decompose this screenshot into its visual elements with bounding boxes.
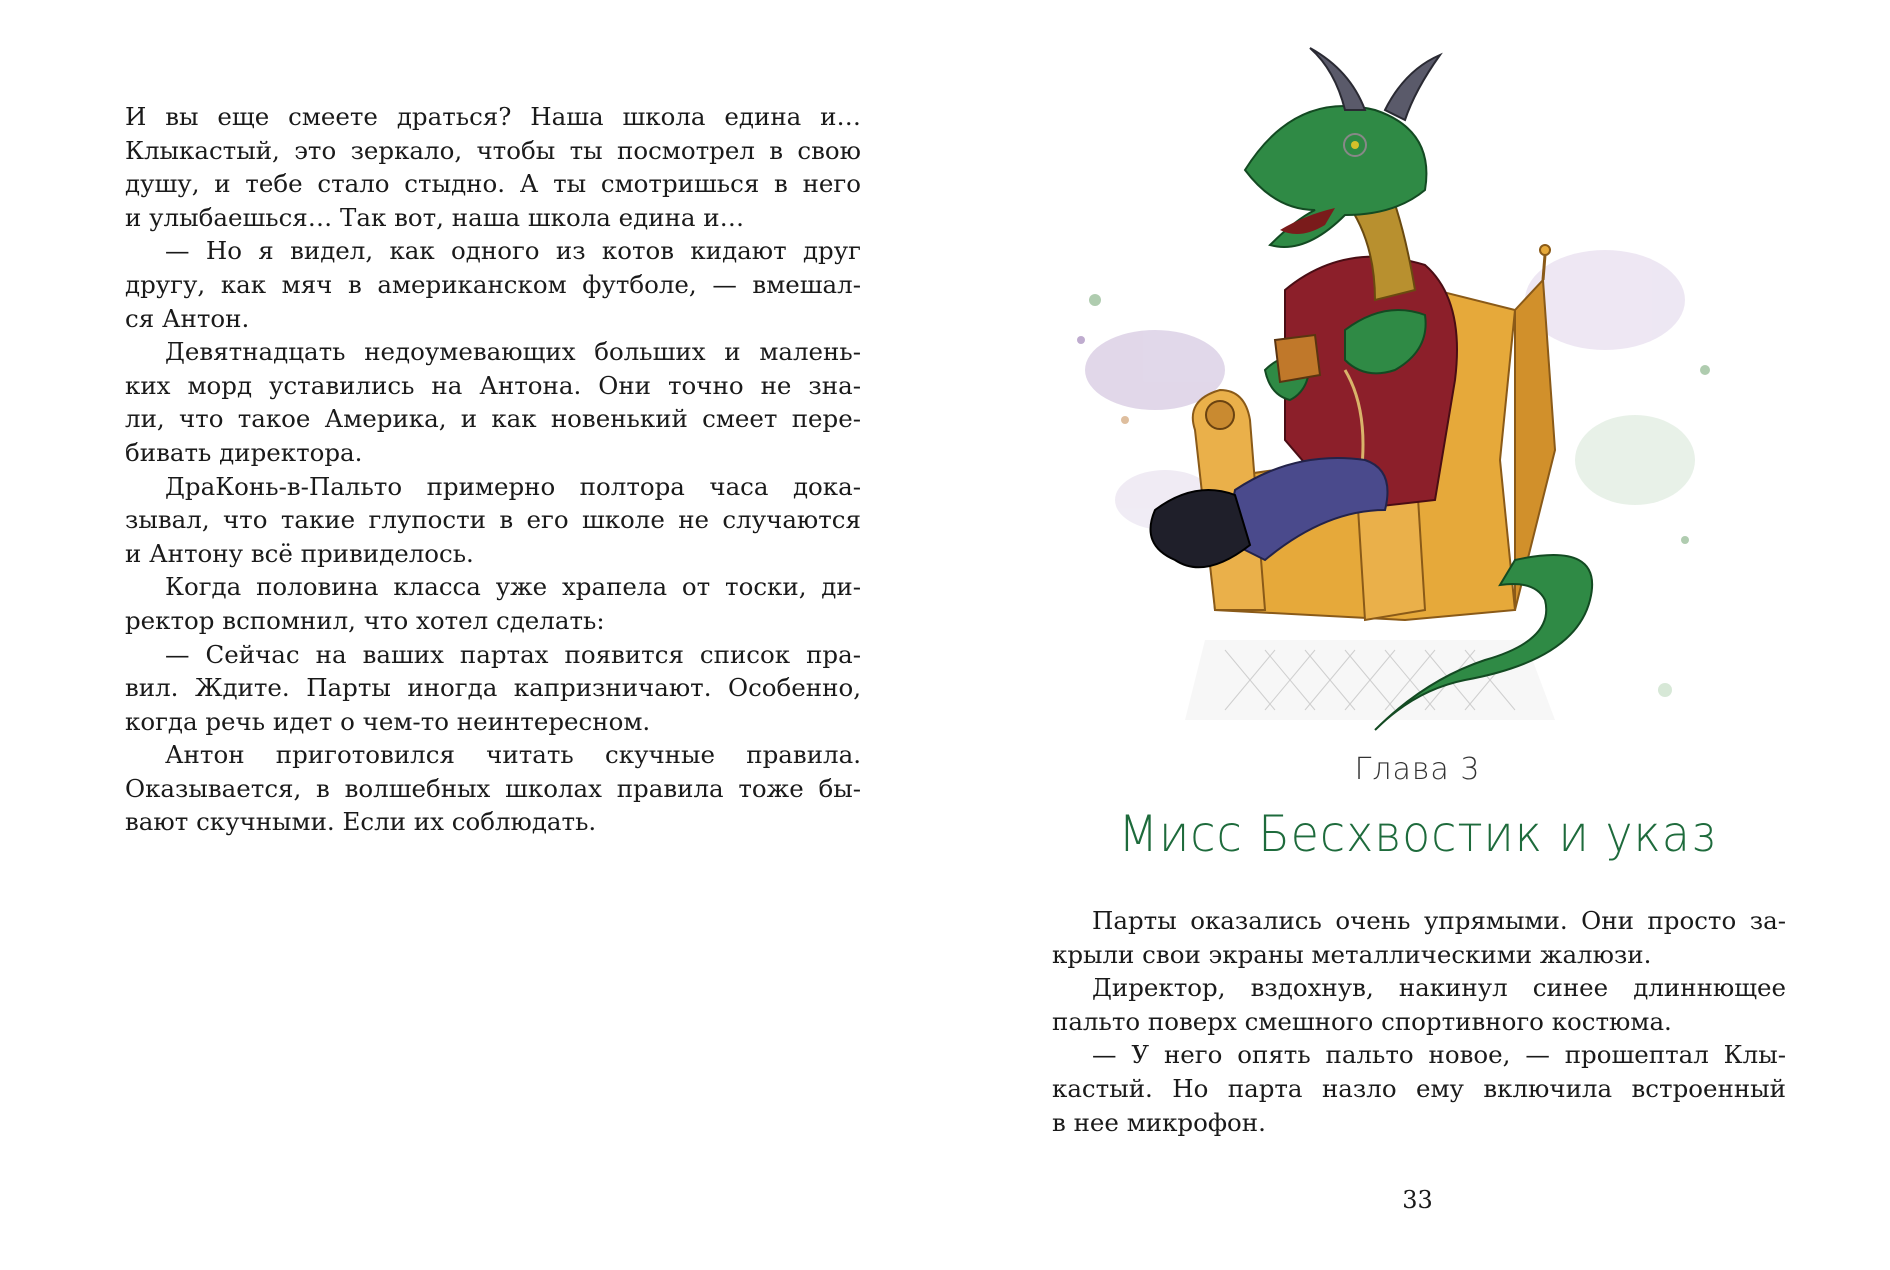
text-line: ДраКонь-в-Пальто примерно полтора часа дока- xyxy=(165,471,861,501)
chapter-title: Мисс Бесхвостик и указ xyxy=(1118,805,1717,863)
text-line: Директор, вздохнув, накинул синее длиннющее xyxy=(1092,973,1786,1003)
left-page-text xyxy=(125,100,861,839)
text-line: Парты оказались очень упрямыми. Они просто за- xyxy=(1092,906,1786,935)
text-line: другу, как мяч в американском футболе, — вмешал- xyxy=(125,269,861,299)
text-line: зывал, что такие глупости в его школе не случаются xyxy=(125,505,861,535)
text-line: Девятнадцать недоумевающих больших и малень- xyxy=(165,337,861,367)
text-line: ли, что такое Америка, и как новенький смеет пере- xyxy=(125,404,861,434)
text-line: Антон приготовился читать скучные правила. xyxy=(165,740,861,770)
dragon-horn xyxy=(1385,55,1440,120)
text-line: ких морд уставились на Антона. Они точно не зна- xyxy=(125,370,861,400)
text-line: душу, и тебе стало стыдно. А ты смотришься в него xyxy=(125,169,861,199)
text-line: и Антону всё привиделось. xyxy=(125,538,474,568)
text-line: бивать директора. xyxy=(125,437,363,467)
dragon-in-armchair-illustration xyxy=(1045,40,1745,750)
text-line: И вы еще смеете драться? Наша школа едина и… xyxy=(125,102,861,131)
text-line: вают скучными. Если их соблюдать. xyxy=(125,807,597,837)
text-line: кастый. Но парта назло ему включила встроенный xyxy=(1052,1073,1786,1103)
text-line: Оказывается, в волшебных школах правила тоже бы- xyxy=(125,773,861,803)
text-line: — У него опять пальто новое, — прошептал Клы- xyxy=(1092,1040,1786,1070)
text-line: ся Антон. xyxy=(125,303,250,333)
text-line: — Но я видел, как одного из котов кидают друг xyxy=(165,236,861,266)
floor-pattern xyxy=(1185,640,1555,720)
text-line: когда речь идет о чем-то неинтересном. xyxy=(125,706,651,736)
text-line: Когда половина класса уже храпела от тоски, ди- xyxy=(165,572,861,602)
text-line: ректор вспомнил, что хотел сделать: xyxy=(125,605,605,635)
text-line: пальто поверх смешного спортивного костюма. xyxy=(1052,1006,1672,1036)
text-line: и улыбаешься… Так вот, наша школа едина и… xyxy=(125,202,745,232)
page-number: 33 xyxy=(1402,1186,1433,1214)
text-line: в нее микрофон. xyxy=(1052,1107,1266,1137)
book-icon xyxy=(1275,335,1320,382)
text-line: вил. Ждите. Парты иногда капризничают. Особенно, xyxy=(125,673,861,703)
dragon-horn xyxy=(1310,48,1365,110)
text-line: — Сейчас на ваших партах появится список пра- xyxy=(165,639,861,669)
right-page xyxy=(945,0,1890,1270)
text-line: крыли свои экраны металлическими жалюзи. xyxy=(1052,939,1652,969)
chapter-label: Глава 3 xyxy=(1354,752,1481,787)
text-line: Клыкастый, это зеркало, чтобы ты посмотрел в свою xyxy=(125,135,861,165)
right-page-text xyxy=(1052,904,1786,1139)
